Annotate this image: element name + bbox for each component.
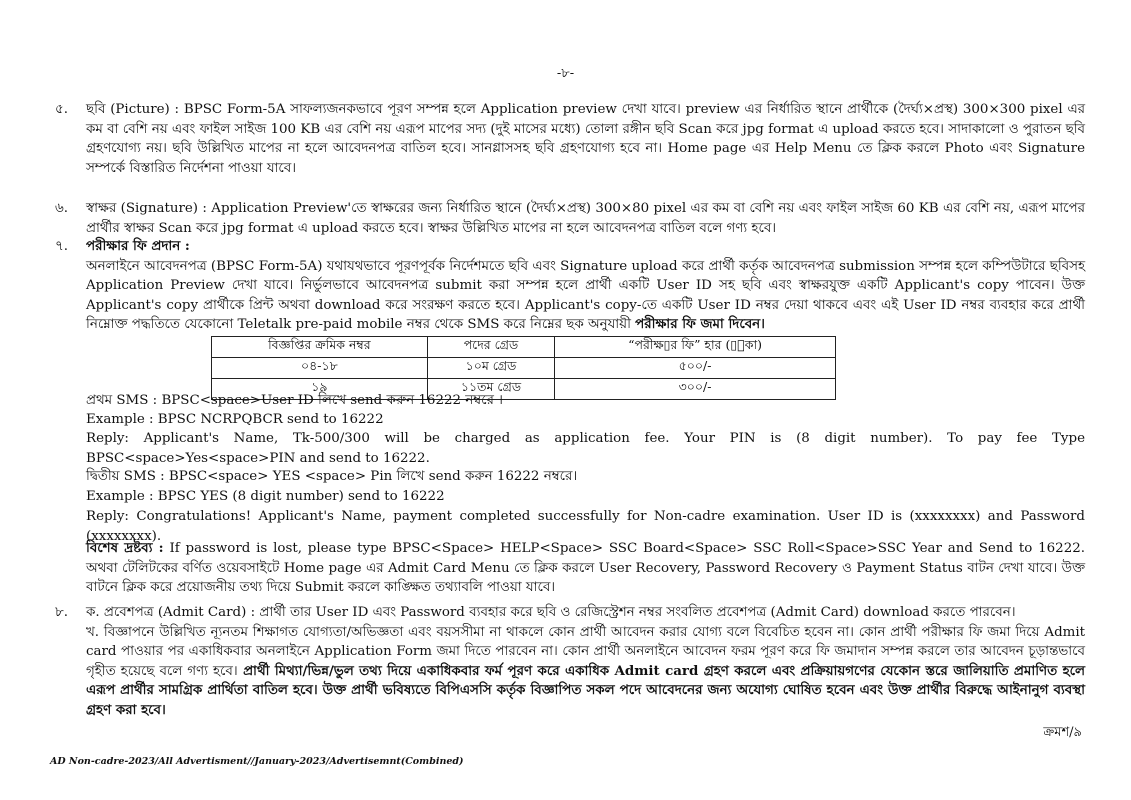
footer-reference: AD Non-cadre-2023/All Advertisment//January-2023/Advertisemnt(Combined) <box>50 756 464 767</box>
item-number: ৫. <box>55 102 68 117</box>
sms-example-1: Example : BPSC NCRPQBCR send to 16222 <box>86 412 384 427</box>
column-header: “পরীক্ষ▯র ফি” হার (▯াকা) <box>555 337 836 358</box>
admit-card-b-bold: প্রার্থী মিথ্যা/ভিন্ন/ভুল তথ্য দিয়ে একাধিকবার ফর্ম পূরণ করে একাধিক Admit card গ্রহণ করলে এবং প্রক্রিয়ায়গণের যেকোন স্তরে জালিয়াতি প্রমাণিত হলে এরূপ প্রার্থীর সামগ্রিক প্রার্থিতা বাতিল হবে। উক্ত প্রার্থী ভবিষ্যতে বিপিএসসি কর্তৃক বিজ্ঞাপিত সকল পদে আবেদনের জন্য অযোগ্য ঘোষিত হবেন এবং উক্ত প্রার্থীর বিরুদ্ধে আইনানুগ ব্যবস্থা গ্রহণ করা হবে। <box>86 662 1085 718</box>
table-cell: ১১তম গ্রেড <box>427 379 554 400</box>
section-picture <box>55 100 1085 178</box>
page-number: -৮- <box>556 66 575 81</box>
table-cell: ১৯ <box>212 379 428 400</box>
picture-text: ছবি (Picture) : BPSC Form-5A সাফল্যজনকভাবে পূরণ সম্পন্ন হলে Application preview দেখা যাবে। preview এর নির্ধারিত স্থানে প্রার্থীকে (দৈর্ঘ্য×প্রস্থ) 300×300 pixel এর কম বা বেশি নয় এবং ফাইল সাইজ 100 KB এর বেশি নয় এরূপ মাপের সদ্য (দুই মাসের মধ্যে) তোলা রঙ্গীন ছবি Scan করে jpg format এ upload করতে হবে। সাদাকালো ও পুরাতন ছবি গ্রহণযোগ্য নয়। ছবি উল্লিখিত মাপের না হলে আবেদনপত্র বাতিল হবে। সানগ্লাসসহ ছবি গ্রহণযোগ্য হবে না। Home page এর Help Menu তে ক্লিক করলে Photo এবং Signature সম্পর্কে বিস্তারিত নির্দেশনা পাওয়া যাবে। <box>86 102 1085 176</box>
sms-reply-2: Reply: Congratulations! Applicant's Name, payment completed successfully for Non-cadre examination. User ID is (xxxxxxxx) and Password (xxxxxxxx). <box>86 509 1085 544</box>
column-header: পদের গ্রেড <box>427 337 554 358</box>
admit-card-a: ক. প্রবেশপত্র (Admit Card) : প্রার্থী তার User ID এবং Password ব্যবহার করে ছবি ও রেজিস্ট্রেশন নম্বর সংবলিত প্রবেশপত্র (Admit Card) download করতে পারবেন। <box>86 605 1016 620</box>
special-note-text: If password is lost, please type BPSC<Space> HELP<Space> SSC Board<Space> SSC Roll<Space>SSC Year and Send to 16222. অথবা টেলিটকের বর্ণিত ওয়েবসাইটে Home page এর Admit Card Menu তে ক্লিক করলে User Recovery, Password Recovery ও Payment Status বাটন দেখা যাবে। উক্ত বাটনে ক্লিক করে প্রয়োজনীয় তথ্য দিয়ে Submit করলে কাঙ্ক্ষিত তথ্যাবলি পাওয়া যাবে। <box>86 541 1085 595</box>
special-note-label: বিশেষ দ্রষ্টব্য : <box>86 540 164 556</box>
section-admit-card <box>55 603 1085 720</box>
continued-label: ক্রমশ/৯ <box>1043 725 1082 740</box>
table-header-row <box>212 337 836 358</box>
section-signature <box>55 199 1085 238</box>
sms-reply-1: Reply: Applicant's Name, Tk-500/300 will be charged as application fee. Your PIN is (8 digit number). To pay fee Type BPSC<space>Yes<space>PIN and send to 16222. <box>86 431 1085 466</box>
table-cell: ০৪-১৮ <box>212 358 428 379</box>
signature-text: স্বাক্ষর (Signature) : Application Preview'তে স্বাক্ষরের জন্য নির্ধারিত স্থানে (দৈর্ঘ্য×প্রস্থ) 300×80 pixel এর কম বা বেশি নয় এবং ফাইল সাইজ 60 KB এর বেশি নয়, এরূপ মাপের প্রার্থীর স্বাক্ষর Scan করে jpg format এ upload করতে হবে। স্বাক্ষর উল্লিখিত মাপের না হলে আবেদনপত্র বাতিল বলে গণ্য হবে। <box>86 201 1085 236</box>
item-number: ৬. <box>55 201 68 216</box>
column-header: বিজ্ঞপ্তির ক্রমিক নম্বর <box>212 337 428 358</box>
exam-fee-paragraph: অনলাইনে আবেদনপত্র (BPSC Form-5A) যথাযথভাবে পূরণপূর্বক নির্দেশমতে ছবি এবং Signature upload করে প্রার্থী কর্তৃক আবেদনপত্র submission সম্পন্ন হলে কম্পিউটারে ছবিসহ Application Preview দেখা যাবে। নির্ভুলভাবে আবেদনপত্র submit করা সম্পন্ন হলে প্রার্থী একটি User ID সহ ছবি এবং স্বাক্ষরযুক্ত একটি Applicant's copy পাবেন। উক্ত Applicant's copy প্রার্থীকে প্রিন্ট অথবা download করে সংরক্ষণ করতে হবে। Applicant's copy-তে একটি User ID নম্বর দেয়া থাকবে এবং এই User ID নম্বর ব্যবহার করে প্রার্থী নিম্নোক্ত পদ্ধতিতে যেকোনো Teletalk pre-paid mobile নম্বর থেকে SMS করে নিম্নের ছক অনুযায়ী পরীক্ষার ফি জমা দিবেন। <box>86 258 1085 332</box>
table-cell: ৫০০/- <box>555 358 836 379</box>
item-number: ৮. <box>55 605 68 620</box>
admit-card-b: খ. বিজ্ঞাপনে উল্লিখিত ন্যূনতম শিক্ষাগত যোগ্যতা/অভিজ্ঞতা এবং বয়সসীমা না থাকলে কোন প্রার্থী আবেদন করার যোগ্য বলে বিবেচিত হবেন না। কোন প্রার্থী পরীক্ষার ফি জমা দিয়ে Admit card পাওয়ার পর একাধিকবার অনলাইনে Application Form জমা দিতে পারবেন না। কোন প্রার্থী অনলাইনে আবেদন ফরম পূরণ করে ফি জমাদান সম্পন্ন করলে তার আবেদন চূড়ান্তভাবে গৃহীত হয়েছে বলে গণ্য হবে। প্রার্থী মিথ্যা/ভিন্ন/ভুল তথ্য দিয়ে একাধিকবার ফর্ম পূরণ করে একাধিক Admit card গ্রহণ করলে এবং প্রক্রিয়ায়গণের যেকোন স্তরে জালিয়াতি প্রমাণিত হলে এরূপ প্রার্থীর সামগ্রিক প্রার্থিতা বাতিল হবে। উক্ত প্রার্থী ভবিষ্যতে বিপিএসসি কর্তৃক বিজ্ঞাপিত সকল পদে আবেদনের জন্য অযোগ্য ঘোষিত হবেন এবং উক্ত প্রার্থীর বিরুদ্ধে আইনানুগ ব্যবস্থা গ্রহণ করা হবে। <box>86 624 1085 718</box>
exam-fee-bold: পরীক্ষার ফি জমা দিবেন। <box>635 316 765 332</box>
item-number: ৭. <box>55 239 68 254</box>
table-row <box>212 358 836 379</box>
sms-example-2: Example : BPSC YES (8 digit number) send to 16222 <box>86 489 445 504</box>
table-cell: ৩০০/- <box>555 379 836 400</box>
special-note <box>86 539 1085 598</box>
sms-second: দ্বিতীয় SMS : BPSC<space> YES <space> Pin লিখে send করুন 16222 নম্বরে। <box>86 469 578 484</box>
exam-fee-heading: পরীক্ষার ফি প্রদান : <box>86 238 190 254</box>
section-exam-fee <box>55 237 1085 335</box>
table-cell: ১০ম গ্রেড <box>427 358 554 379</box>
sms-first: প্রথম SMS : BPSC<space>User ID লিখে send করুন 16222 নম্বরে । <box>86 393 503 408</box>
